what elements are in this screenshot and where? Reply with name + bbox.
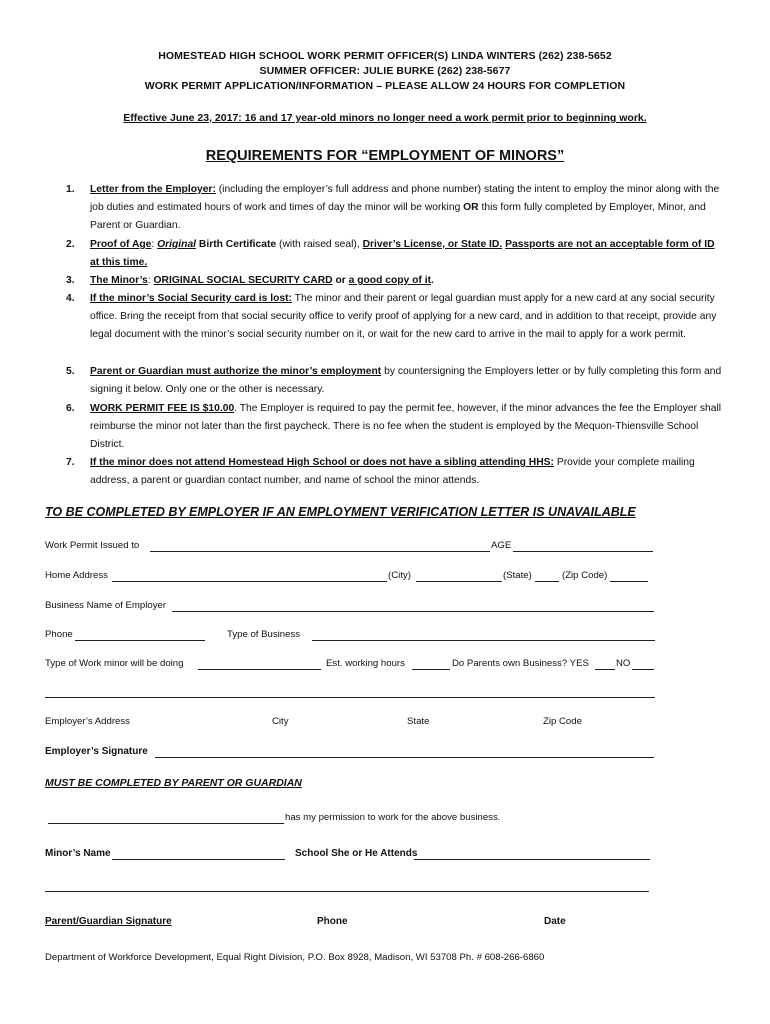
- yes-field[interactable]: [595, 669, 615, 670]
- footer-address: Department of Workforce Development, Equal Right Division, P.O. Box 8928, Madison, WI 53708 Ph. # 608-266-6860: [45, 952, 545, 963]
- requirement-lead: Proof of Age: [90, 239, 152, 250]
- type-of-work-label: Type of Work minor will be doing: [45, 658, 184, 669]
- no-field[interactable]: [632, 669, 654, 670]
- requirement-text: . The Employer is required to pay the permit fee, however, if the minor advances the fee the Employer shall reimburse the minor not later than the first paycheck. There is no fee when the student is employed by the Mequon-Thiensville School District.: [90, 403, 722, 451]
- home-address-label: Home Address: [45, 570, 108, 581]
- minor-permission-name-field[interactable]: [48, 823, 284, 824]
- parent-phone-label: Phone: [317, 916, 348, 927]
- school-field[interactable]: [414, 859, 650, 860]
- requirement-lead: WORK PERMIT FEE IS $10.00: [90, 403, 235, 414]
- effective-date-notice: Effective June 23, 2017: 16 and 17 year-old minors no longer need a work permit prior to beginning work.: [123, 112, 647, 124]
- home-zip-field[interactable]: [610, 581, 648, 582]
- requirement-number: 2.: [66, 239, 75, 250]
- passports-notice: Passports are not an acceptable form of ID at this time.: [90, 239, 715, 269]
- ss-card-emphasis: ORIGINAL SOCIAL SECURITY CARD: [153, 275, 333, 286]
- type-of-business-field[interactable]: [312, 640, 655, 641]
- employer-address-line[interactable]: [45, 697, 655, 698]
- phone-field[interactable]: [75, 640, 205, 641]
- parents-own-label: Do Parents own Business? YES: [452, 658, 589, 669]
- requirement-lead: If the minor’s Social Security card is lost:: [90, 293, 292, 304]
- requirement-text: this form fully completed by Employer, Minor, and Parent or Guardian.: [90, 202, 706, 232]
- requirement-text: (with raised seal),: [276, 239, 363, 250]
- page-title: REQUIREMENTS FOR “EMPLOYMENT OF MINORS”: [205, 148, 565, 164]
- employer-zip-label: Zip Code: [543, 716, 582, 727]
- colon: :: [151, 239, 158, 250]
- parent-signature-line[interactable]: [45, 891, 649, 892]
- employer-address-label: Employer’s Address: [45, 716, 130, 727]
- minors-name-field[interactable]: [112, 859, 285, 860]
- header-summer-officer: SUMMER OFFICER: JULIE BURKE (262) 238-5677: [259, 65, 511, 77]
- type-of-business-label: Type of Business: [227, 629, 301, 640]
- home-state-field[interactable]: [535, 581, 559, 582]
- requirement-number: 1.: [66, 184, 75, 195]
- period: .: [431, 275, 434, 286]
- employer-city-label: City: [272, 716, 289, 727]
- requirement-number: 6.: [66, 403, 75, 414]
- employer-signature-field[interactable]: [155, 757, 654, 758]
- employer-section-title: TO BE COMPLETED BY EMPLOYER IF AN EMPLOYMENT VERIFICATION LETTER IS UNAVAILABLE: [45, 505, 636, 519]
- requirement-lead: If the minor does not attend Homestead High School or does not have a sibling attending HHS:: [90, 457, 554, 468]
- minors-name-label: Minor’s Name: [45, 848, 111, 859]
- original-emphasis: Original: [157, 239, 197, 250]
- requirement-text: by countersigning the Employers letter or by fully completing this form and signing it below. Only one or the other is necessary.: [90, 366, 722, 396]
- employer-state-label: State: [407, 716, 430, 727]
- home-city-field[interactable]: [416, 581, 502, 582]
- parent-section-title: MUST BE COMPLETED BY PARENT OR GUARDIAN: [45, 777, 302, 789]
- requirement-lead: Parent or Guardian must authorize the minor’s employment: [90, 366, 382, 377]
- city-paren-label: (City): [388, 570, 411, 581]
- school-label: School She or He Attends: [295, 848, 418, 859]
- age-label: AGE: [491, 540, 512, 551]
- home-address-field[interactable]: [112, 581, 387, 582]
- zip-paren-label: (Zip Code): [562, 570, 608, 581]
- issued-to-field[interactable]: [150, 551, 490, 552]
- age-field[interactable]: [513, 551, 653, 552]
- est-hours-label: Est. working hours: [326, 658, 405, 669]
- copy-emphasis: a good copy of it: [348, 275, 431, 286]
- requirement-text: (including the employer’s full address and phone number) stating the intent to employ the minor along with the job duties and estimated hours of work and times of day the minor will be working: [90, 184, 720, 214]
- phone-label: Phone: [45, 629, 73, 640]
- header-application-info: WORK PERMIT APPLICATION/INFORMATION – PLEASE ALLOW 24 HOURS FOR COMPLETION: [144, 80, 626, 92]
- requirement-number: 4.: [66, 293, 75, 304]
- est-hours-field[interactable]: [412, 669, 450, 670]
- requirement-lead: Letter from the Employer:: [90, 184, 216, 195]
- permission-text: has my permission to work for the above business.: [285, 812, 501, 823]
- requirement-text: The minor and their parent or legal guardian must apply for a new card at any social security office. Bring the receipt from that social security office to verify proof of applying for a new card, and in addition to that receipt, provide any legal document with the minor’s social security number on it, or wait for the new card to arrive in the mail to apply for a work permit.: [90, 293, 717, 341]
- employer-signature-label: Employer’s Signature: [45, 746, 148, 757]
- business-name-label: Business Name of Employer: [45, 600, 167, 611]
- parent-date-label: Date: [544, 916, 566, 927]
- type-of-work-field[interactable]: [198, 669, 321, 670]
- birth-certificate: Birth Certificate: [196, 239, 277, 250]
- issued-to-label: Work Permit Issued to: [45, 540, 140, 551]
- business-name-field[interactable]: [172, 611, 654, 612]
- state-paren-label: (State): [503, 570, 532, 581]
- no-label: NO: [616, 658, 631, 669]
- requirement-lead: The Minor’s: [90, 275, 148, 286]
- requirement-number: 3.: [66, 275, 75, 286]
- or-emphasis: OR: [463, 202, 479, 214]
- parent-signature-label: Parent/Guardian Signature: [45, 916, 172, 927]
- requirement-number: 5.: [66, 366, 75, 377]
- requirement-text: Provide your complete mailing address, a parent or guardian contact number, and name of school the minor attends.: [90, 457, 695, 487]
- colon: :: [147, 275, 154, 286]
- requirement-number: 7.: [66, 457, 75, 468]
- license-emphasis: Driver’s License, or State ID.: [362, 239, 503, 250]
- or-text: or: [332, 275, 349, 286]
- header-officers: HOMESTEAD HIGH SCHOOL WORK PERMIT OFFICER(S) LINDA WINTERS (262) 238-5652: [158, 50, 612, 62]
